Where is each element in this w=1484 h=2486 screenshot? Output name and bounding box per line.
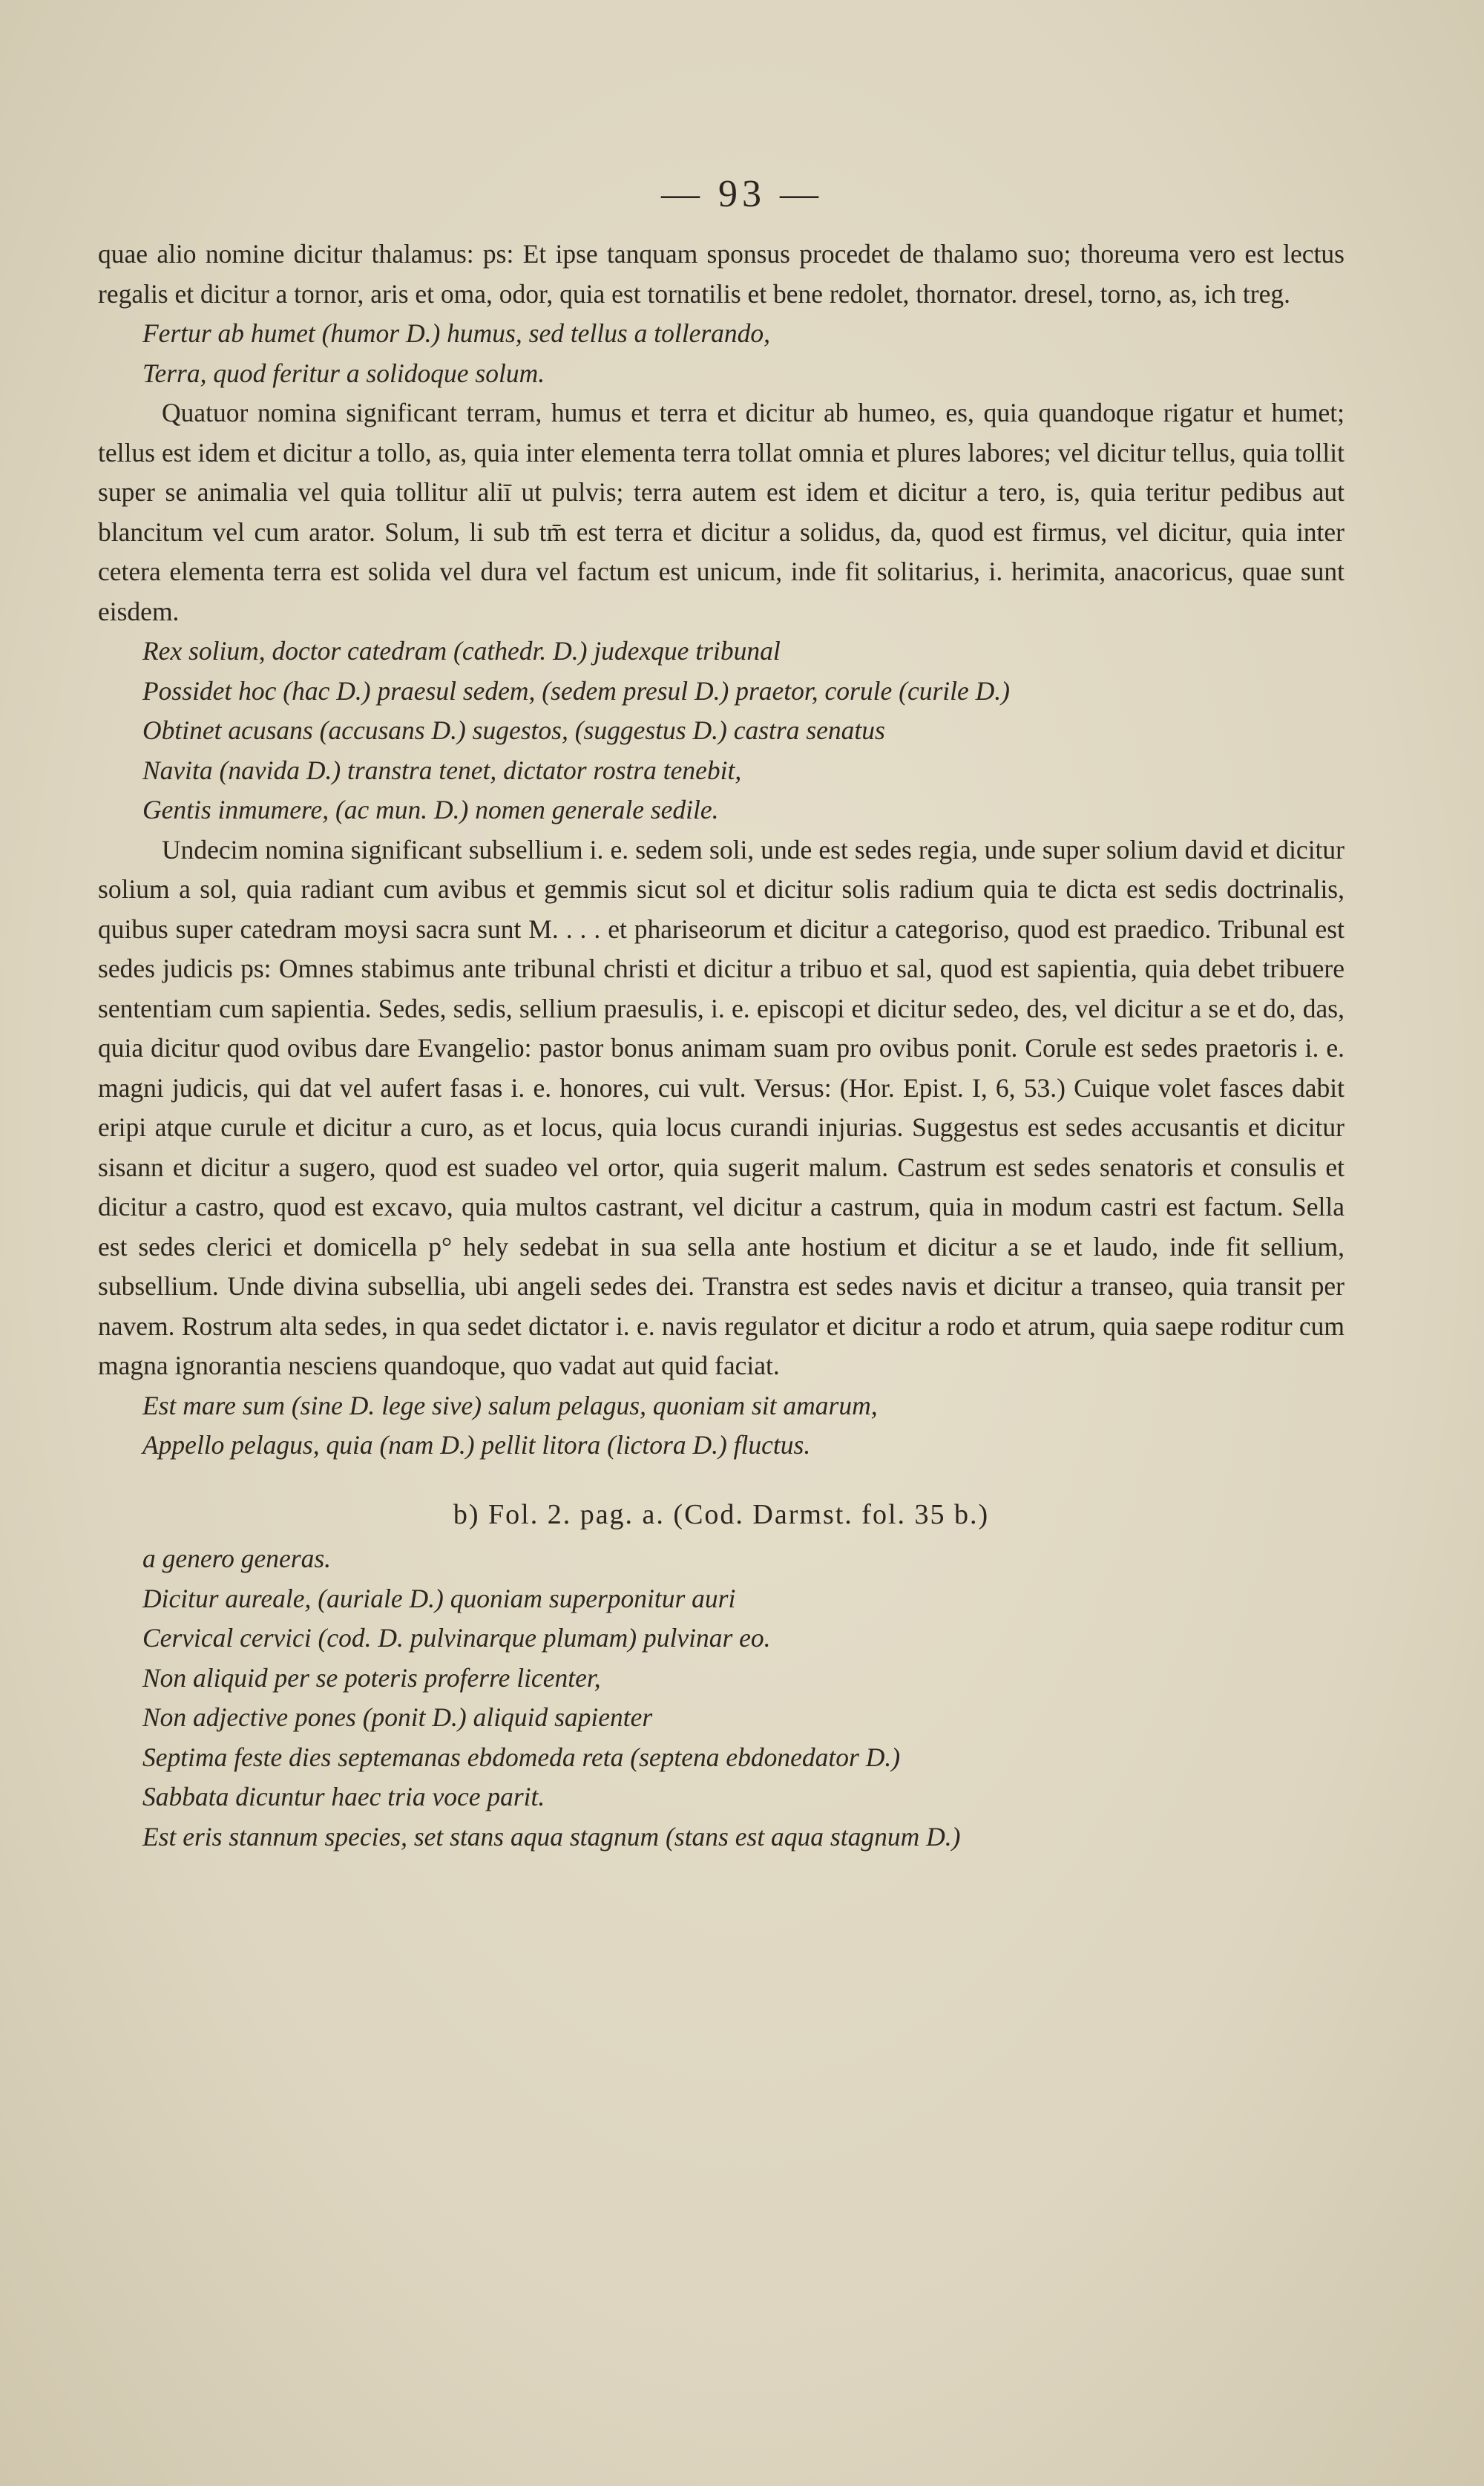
verse-line: a genero generas. (142, 1544, 332, 1573)
verse-line: Possidet hoc (hac D.) praesul sedem, (sedem presul D.) praetor, corule (curile D.) (142, 675, 1010, 706)
verse-line: Gentis inmumere, (ac mun. D.) nomen generale sedile. (142, 795, 719, 824)
section-heading: b) Fol. 2. pag. a. (Cod. Darmst. fol. 35 b.) (453, 1498, 990, 1530)
page-body (98, 235, 1345, 1857)
verse-line: Septima feste dies septemanas ebdomeda reta (septena ebdonedator D.) (142, 1742, 901, 1772)
paragraph-terra: Quatuor nomina significant terram, humus et terra et dicitur ab humeo, es, quia quandoque rigatur et humet; tellus est idem et dicitur a tollo, as, quia inter elementa terra tollat omnia et plures labores; vel dicitur tellus, quia tollit super se animalia vel quia tollitur aliī ut pulvis; terra autem est idem et dicitur a tero, is, quia teritur pedibus aut blancitum vel cum arator. Solum, li sub tm̄ est terra et dicitur a solidus, da, quod est firmus, vel dicitur, quia inter cetera elementa terra est solida vel dura vel factum est unicum, inde fit solitarius, i. herimita, anacoricus, quae sunt eisdem. (98, 398, 1345, 626)
verse-line: Sabbata dicuntur haec tria voce parit. (142, 1782, 545, 1811)
paragraph-subsellium: Undecim nomina significant subsellium i. e. sedem soli, unde est sedes regia, unde super solium david et dicitur solium a sol, quia radiant cum avibus et gemmis sicut sol et dicitur solis radium quia te dicta est sedis doctrinalis, quibus super catedram moysi sacra sunt M. . . . et phariseorum et dicitur a categoriso, quod est praedico. Tribunal est sedes judicis ps: Omnes stabimus ante tribunal christi et dicitur a tribuo et sal, quod est sapientia, quia debet tribuere sententiam cum sapientia. Sedes, sedis, sellium praesulis, i. e. episcopi et dicitur sedeo, des, vel dicitur a se et do, das, quia dicitur quod ovibus dare Evangelio: pastor bonus animam suam pro ovibus ponit. Corule est sedes praetoris i. e. magni judicis, qui dat vel aufert fasas i. e. honores, cui vult. Versus: (Hor. Epist. I, 6, 53.) Cuique volet fasces dabit eripi atque curule et dicitur a curo, as et locus, quia locus curandi injurias. Suggestus est sedes accusantis et dicitur sisann et dicitur a sugero, quod est suadeo vel ortor, quia sugerit malum. Castrum est sedes senatoris et consulis et dicitur a castro, quod est excavo, quia multos castrant, vel dicitur a castrum, quia in modum castri est factum. Sella est sedes clerici et domicella p° hely sedebat in sua sella ante hostium et dicitur a se et laudo, inde fit sellium, subsellium. Unde divina subsellia, ubi angeli sedes dei. Transtra est sedes navis et dicitur a transeo, quia transit per navem. Rostrum alta sedes, in qua sedet dictator i. e. navis regulator et dicitur a rodo et atrum, quia saepe roditur cum magna ignorantia nesciens quandoque, quo vadat aut quid faciat. (98, 834, 1345, 1380)
verse-line: Est mare sum (sine D. lege sive) salum pelagus, quoniam sit amarum, (142, 1390, 878, 1420)
verse-line: Cervical cervici (cod. D. pulvinarque plumam) pulvinar eo. (142, 1623, 771, 1653)
page-number: — 93 — (661, 173, 823, 215)
verse-line: Fertur ab humet (humor D.) humus, sed tellus a tollerando, (142, 318, 771, 348)
verse-line: Non adjective pones (ponit D.) aliquid sapienter (142, 1702, 653, 1732)
verse-line: Non aliquid per se poteris proferre licenter, (142, 1662, 601, 1693)
verse-line: Obtinet acusans (accusans D.) sugestos, (suggestus D.) castra senatus (142, 715, 885, 745)
verse-line: Dicitur aureale, (auriale D.) quoniam superponitur auri (142, 1583, 736, 1613)
verse-line: Appello pelagus, quia (nam D.) pellit litora (lictora D.) fluctus. (142, 1430, 811, 1460)
verse-line: Est eris stannum species, set stans aqua stagnum (stans est aqua stagnum D.) (142, 1821, 961, 1852)
verse-line: Rex solium, doctor catedram (cathedr. D.) judexque tribunal (142, 636, 781, 666)
verse-line: Terra, quod feritur a solidoque solum. (142, 358, 545, 388)
paragraph-thalamus: quae alio nomine dicitur thalamus: ps: Et ipse tanquam sponsus procedet de thalamo suo; thoreuma vero est lectus regalis et dicitur a tornor, aris et oma, odor, quia est tornatilis et bene redolet, thornator. dresel, torno, as, ich treg. (98, 239, 1345, 309)
verse-line: Navita (navida D.) transtra tenet, dictator rostra tenebit, (142, 755, 742, 785)
